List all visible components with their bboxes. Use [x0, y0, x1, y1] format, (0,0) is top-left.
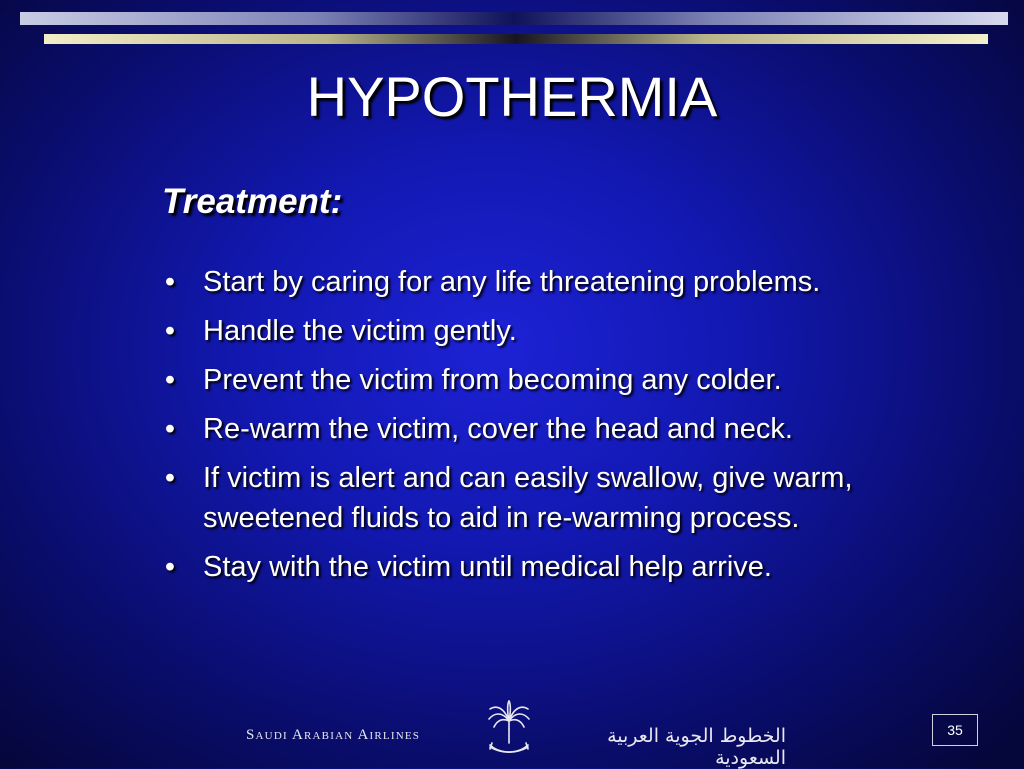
top-decorative-bar: [20, 12, 1008, 25]
gold-decorative-bar: [44, 34, 988, 44]
bullet-text: Re-warm the victim, cover the head and neck.: [203, 413, 793, 445]
bullet-icon: •: [164, 315, 176, 347]
bullet-item: [160, 409, 960, 449]
bullet-text: If victim is alert and can easily swallow, give warm, sweetened fluids to aid in re-warming process.: [203, 462, 853, 534]
airline-name-english: Saudi Arabian Airlines: [246, 727, 421, 743]
bullet-icon: •: [164, 462, 176, 494]
bullet-icon: •: [164, 413, 176, 445]
page-number: 35: [932, 714, 978, 746]
bullet-item: [160, 458, 960, 538]
bullet-item: [160, 547, 960, 587]
bullet-list: [160, 262, 960, 596]
bullet-icon: •: [164, 551, 176, 583]
bullet-icon: •: [164, 364, 176, 396]
bullet-item: [160, 262, 960, 302]
bullet-icon: •: [164, 266, 176, 298]
bullet-text: Start by caring for any life threatening problems.: [203, 266, 821, 298]
airline-name-arabic: الخطوط الجوية العربية السعودية: [607, 725, 786, 769]
bullet-item: [160, 360, 960, 400]
bullet-text: Stay with the victim until medical help arrive.: [203, 551, 772, 583]
palm-swords-logo-icon: [484, 699, 534, 761]
airline-footer: [246, 697, 786, 767]
slide-title: HYPOTHERMIA: [306, 65, 718, 128]
bullet-text: Prevent the victim from becoming any colder.: [203, 364, 782, 396]
slide-subtitle: Treatment:: [162, 182, 343, 221]
bullet-text: Handle the victim gently.: [203, 315, 517, 347]
bullet-item: [160, 311, 960, 351]
